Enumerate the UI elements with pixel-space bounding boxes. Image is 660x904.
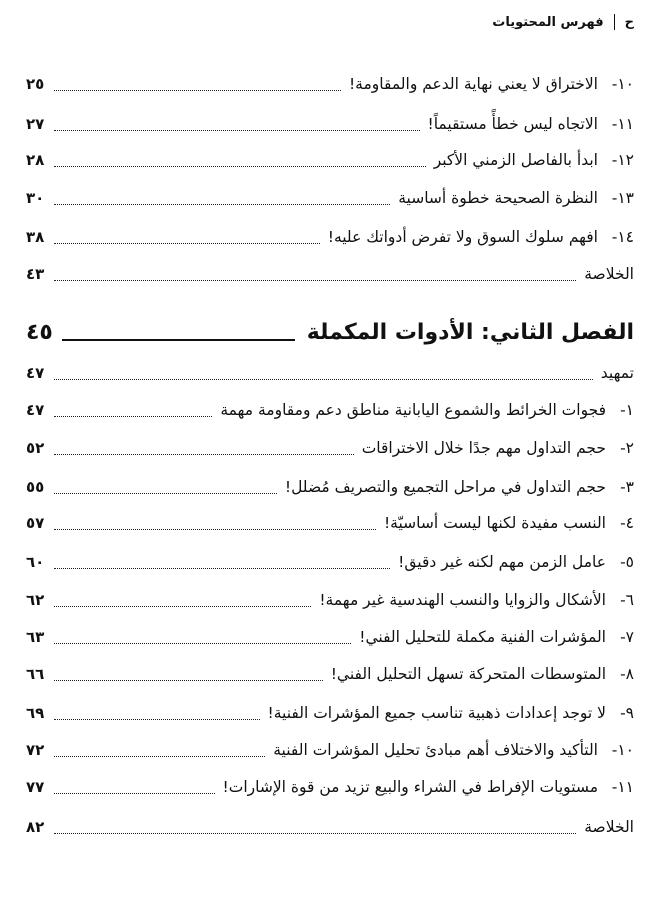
page-letter: ح [624,14,634,30]
toc-entry[interactable] [26,659,606,689]
entry-number: ١٣- [611,189,634,207]
entry-number: ١٢- [611,151,634,169]
toc-entry-title: فجوات الخرائط والشموع اليابانية مناطق دعم ومقاومة مهمة [220,401,606,419]
chapter-heading[interactable] [26,312,634,352]
dot-leader [54,416,212,417]
toc-entry-page: ٢٥ [26,75,45,93]
toc-entry-title: الخلاصة [584,265,634,283]
toc-entry[interactable] [26,222,598,252]
toc-entry-title: النسب مفيدة لكنها ليست أساسيّة! [383,514,606,532]
toc-entry-page: ٤٣ [26,265,45,283]
dot-leader [54,280,576,281]
entry-number: ٣- [620,478,634,496]
chapter-page: ٤٥ [26,319,53,345]
toc-entry-page: ٤٧ [26,401,45,419]
toc-entry-page: ٦٦ [26,665,45,683]
toc-entry-page: ٦٣ [26,628,45,646]
dot-leader [54,243,320,244]
chapter-title: الفصل الثاني: الأدوات المكملة [306,319,634,345]
dot-leader [54,833,576,834]
dot-leader [54,568,390,569]
toc-entry-page: ٦٩ [26,704,45,722]
toc-entry-page: ٥٢ [26,439,45,457]
toc-entry[interactable] [26,69,598,99]
toc-entry-title: الاختراق لا يعني نهاية الدعم والمقاومة! [348,75,598,93]
toc-entry-page: ٥٥ [26,478,45,496]
dot-leader [54,493,277,494]
toc-entry[interactable] [26,622,606,652]
entry-number: ١٠- [611,75,634,93]
toc-entry-page: ٧٢ [26,741,45,759]
dot-leader [54,606,311,607]
toc-entry-page: ٤٧ [26,364,45,382]
toc-entry-page: ٣٠ [26,189,45,207]
toc-entry[interactable] [26,698,606,728]
toc-entry-title: افهم سلوك السوق ولا تفرض أدواتك عليه! [327,228,598,246]
toc-entry[interactable] [26,772,598,802]
dot-leader [54,130,420,131]
toc-summary[interactable] [26,812,634,842]
dot-leader [54,643,351,644]
header-divider [614,14,615,30]
toc-entry-title: ابدأ بالفاصل الزمني الأكبر [433,151,598,169]
entry-number: ١١- [611,115,634,133]
toc-entry-title: تمهيد [600,364,634,382]
toc-entry[interactable] [26,109,598,139]
toc-entry[interactable] [26,395,606,425]
toc-entry-title: الخلاصة [584,818,634,836]
chapter-rule [62,339,295,341]
toc-entry-title: المتوسطات المتحركة تسهل التحليل الفني! [330,665,606,683]
toc-entry-title: لا توجد إعدادات ذهبية تناسب جميع المؤشرات الفنية! [267,704,606,722]
toc-entry-title: التأكيد والاختلاف أهم مبادئ تحليل المؤشرات الفنية [273,741,598,759]
entry-number: ٧- [620,628,634,646]
dot-leader [54,680,323,681]
toc-entry[interactable] [26,508,606,538]
dot-leader [54,204,390,205]
dot-leader [54,90,341,91]
toc-entry-title: المؤشرات الفنية مكملة للتحليل الفني! [359,628,606,646]
toc-entry-page: ٦٢ [26,591,45,609]
toc-entry-title: الاتجاه ليس خطأً مستقيماً! [427,115,598,133]
toc-entry[interactable] [26,472,606,502]
toc-entry-page: ٧٧ [26,778,45,796]
toc-summary[interactable] [26,259,634,289]
entry-number: ٢- [620,439,634,457]
entry-number: ٤- [620,514,634,532]
dot-leader [54,529,376,530]
toc-entry-title: حجم التداول في مراحل التجميع والتصريف مُضلل! [284,478,606,496]
toc-entry[interactable] [26,433,606,463]
entry-number: ٦- [620,591,634,609]
running-title: فهرس المحتويات [492,14,604,30]
toc-entry[interactable] [26,585,606,615]
toc-entry-title: النظرة الصحيحة خطوة أساسية [398,189,598,207]
dot-leader [54,379,593,380]
toc-entry-title: الأشكال والزوايا والنسب الهندسية غير مهمة! [319,591,606,609]
dot-leader [54,166,426,167]
dot-leader [54,793,215,794]
toc-entry-page: ٢٨ [26,151,45,169]
toc-entry-title: عامل الزمن مهم لكنه غير دقيق! [398,553,606,571]
entry-number: ٥- [620,553,634,571]
entry-number: ١٤- [611,228,634,246]
entry-number: ٨- [620,665,634,683]
toc-intro[interactable] [26,358,634,388]
toc-entry-page: ٣٨ [26,228,45,246]
toc-entry-page: ٦٠ [26,553,45,571]
entry-number: ٩- [620,704,634,722]
toc-entry-page: ٨٢ [26,818,45,836]
toc-entry[interactable] [26,183,598,213]
entry-number: ١٠- [611,741,634,759]
toc-entry[interactable] [26,547,606,577]
toc-entry-page: ٢٧ [26,115,45,133]
dot-leader [54,719,260,720]
toc-entry-page: ٥٧ [26,514,45,532]
entry-number: ١١- [611,778,634,796]
page-header [492,14,634,30]
dot-leader [54,756,265,757]
dot-leader [54,454,354,455]
entry-number: ١- [620,401,634,419]
toc-entry[interactable] [26,145,598,175]
toc-entry-title: مستويات الإفراط في الشراء والبيع تزيد من قوة الإشارات! [222,778,598,796]
toc-entry-title: حجم التداول مهم جدًا خلال الاختراقات [361,439,606,457]
toc-entry[interactable] [26,735,598,765]
